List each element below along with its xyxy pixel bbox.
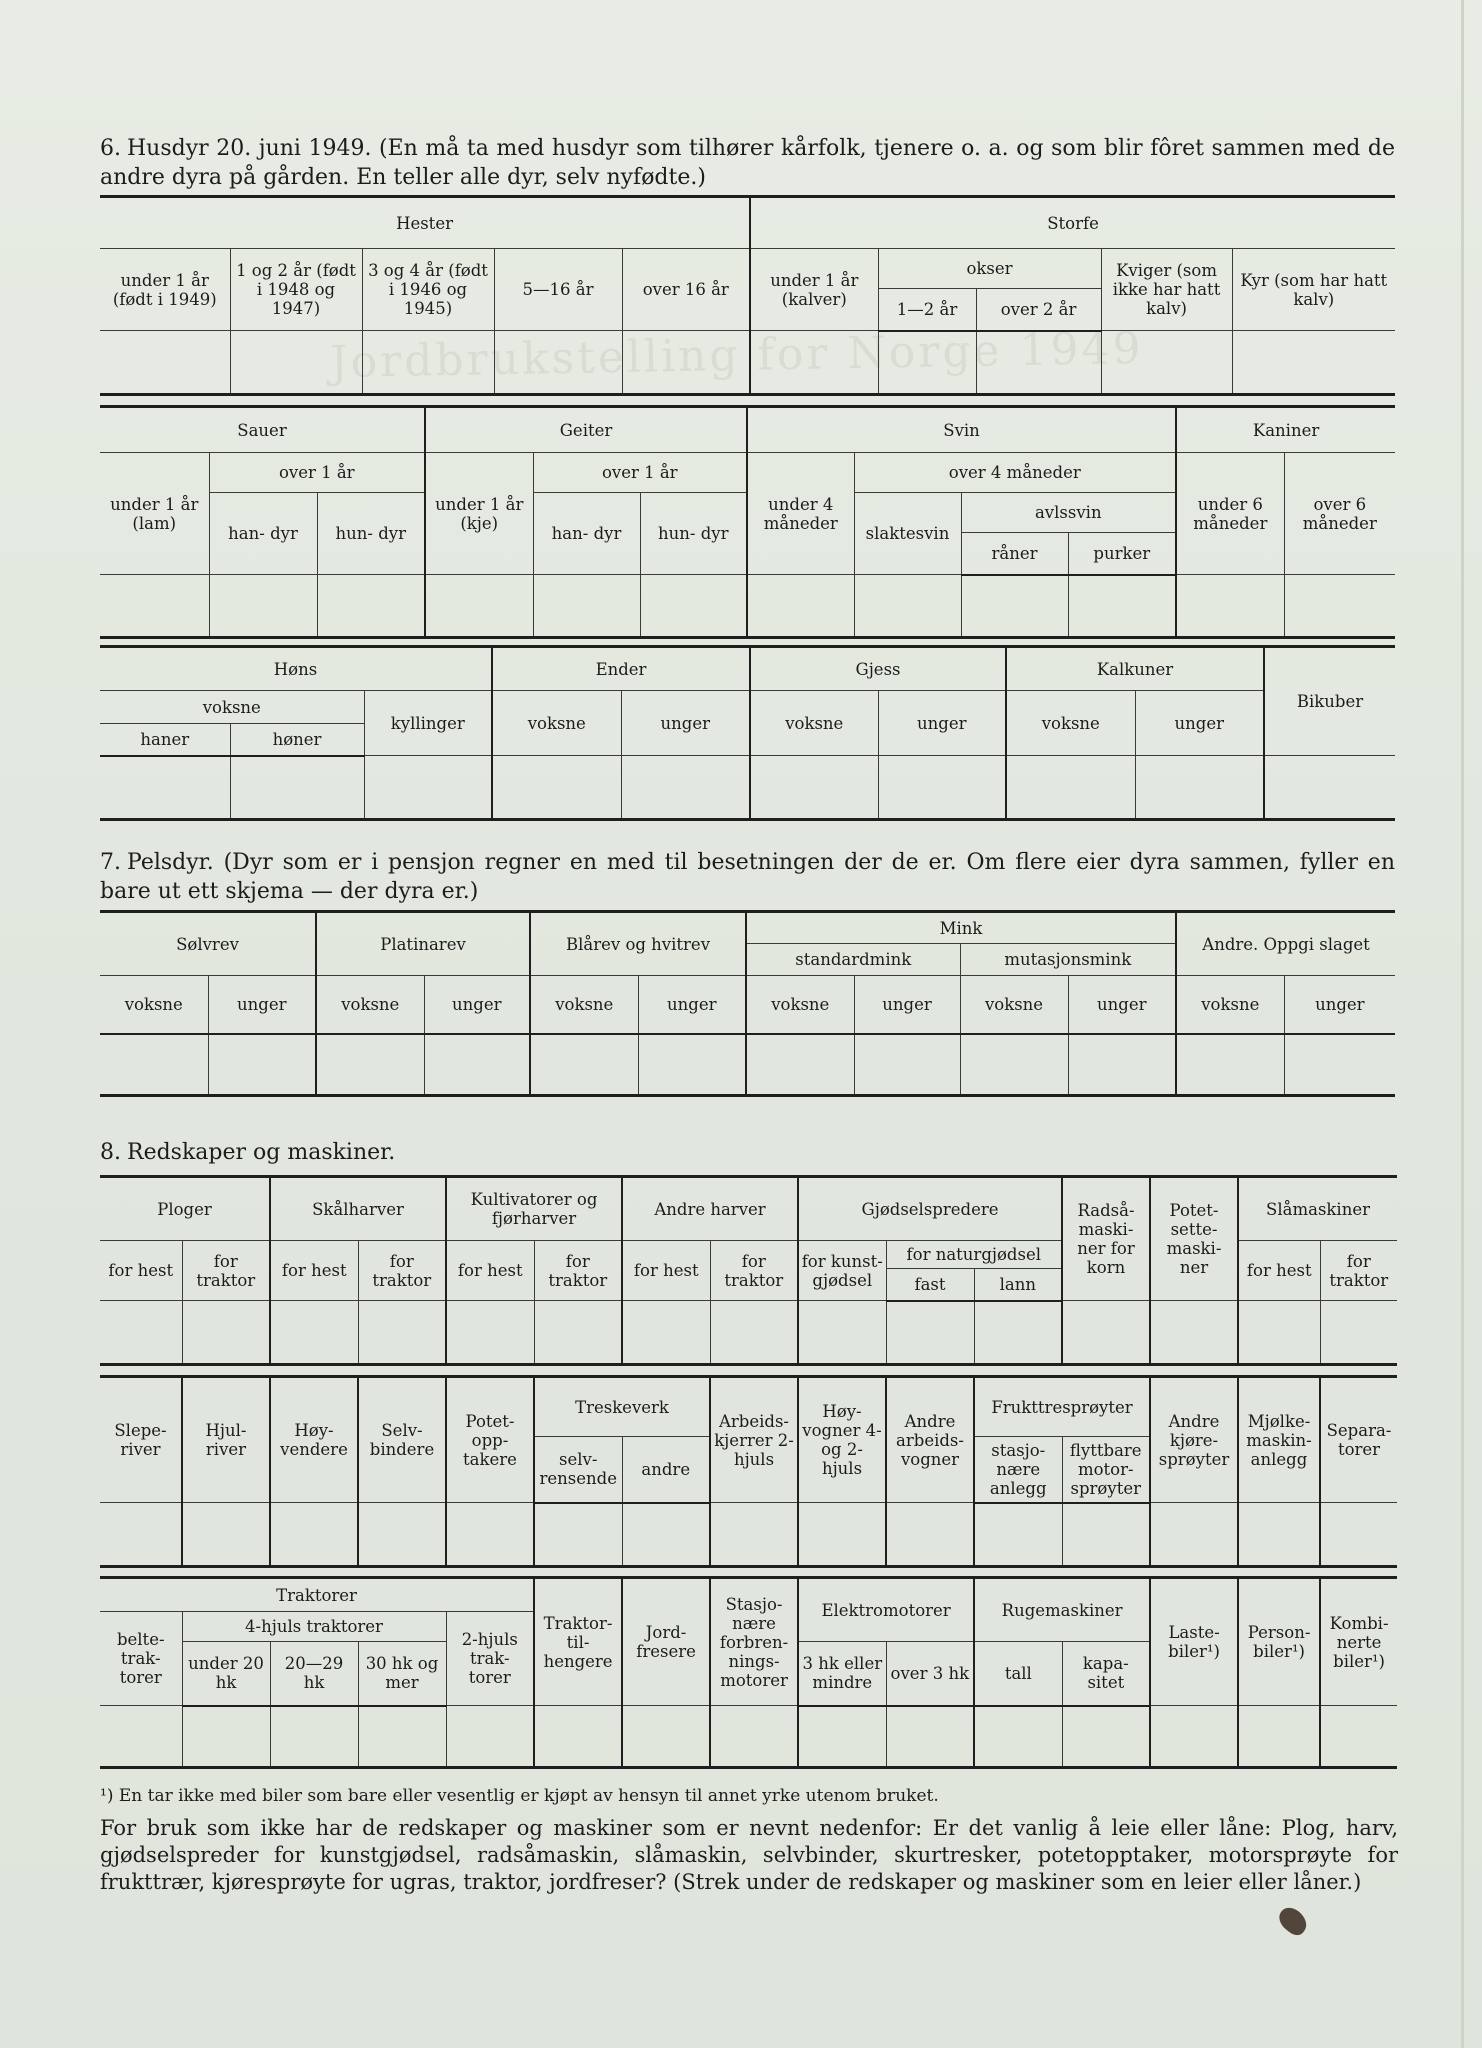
entry-cell[interactable] xyxy=(878,331,976,395)
solvrev-unger: unger xyxy=(208,976,316,1034)
gjodsel-lann: lann xyxy=(974,1269,1062,1301)
traktorer-header: Traktorer xyxy=(100,1578,534,1612)
entry-cell[interactable] xyxy=(1284,575,1395,638)
entry-cell[interactable] xyxy=(621,756,750,820)
entry-cell[interactable] xyxy=(100,575,209,638)
kaniner-under6: under 6 måneder xyxy=(1176,453,1284,575)
entry-cell[interactable] xyxy=(1284,1034,1395,1096)
entry-cell[interactable] xyxy=(316,1034,424,1096)
entry-cell[interactable] xyxy=(230,331,362,395)
entry-cell[interactable] xyxy=(974,1301,1062,1365)
lastebiler-header: Laste- biler¹) xyxy=(1150,1578,1238,1706)
entry-cell[interactable] xyxy=(886,1503,974,1567)
entry-cell[interactable] xyxy=(446,1503,534,1567)
entry-cell[interactable] xyxy=(1238,1706,1320,1768)
entry-cell[interactable] xyxy=(1150,1503,1238,1567)
andre-pelsdyr-header: Andre. Oppgi slaget xyxy=(1176,912,1395,976)
stasjonaere-motorer-header: Stasjo- nære forbren- nings- motorer xyxy=(710,1578,798,1706)
entry-cell[interactable] xyxy=(100,1034,208,1096)
section-7-heading xyxy=(100,848,1395,906)
page-edge xyxy=(1461,0,1464,2048)
geiter-header: Geiter xyxy=(425,407,747,453)
frukttre-flyttbare: flyttbare motor- sprøyter xyxy=(1062,1437,1150,1503)
ender-unger: unger xyxy=(621,691,750,756)
hester-5-16: 5—16 år xyxy=(494,249,622,331)
rental-question-paragraph: For bruk som ikke har de redskaper og maskiner som er nevnt nedenfor: Er det vanlig å leie eller låne: Plog, harv, gjødselspreder for kunstgjødsel, radsåmaskin, slåmaskin, selvbinder, skurtresker, potetopptaker, motorsprøyte for frukttrær, kjøresprøyte for ugras, traktor, jordfreser? (Strek under de redskaper og maskiner som en leier eller låner.) xyxy=(100,1816,1398,1894)
entry-cell[interactable] xyxy=(710,1503,798,1567)
entry-cell[interactable] xyxy=(425,575,533,638)
entry-cell[interactable] xyxy=(1238,1301,1320,1365)
personbiler-header: Person- biler¹) xyxy=(1238,1578,1320,1706)
entry-cell[interactable] xyxy=(362,331,494,395)
kultivatorer-hest: for hest xyxy=(446,1241,534,1301)
table-hester-storfe xyxy=(100,195,1395,396)
hons-voksne: voksne xyxy=(100,691,364,724)
section-6-heading xyxy=(100,134,1395,192)
hester-over16: over 16 år xyxy=(622,249,750,331)
entry-cell[interactable] xyxy=(530,1034,638,1096)
entry-cell[interactable] xyxy=(364,756,492,820)
kultivatorer-header: Kultivatorer og fjørharver xyxy=(446,1177,622,1241)
sauer-under1: under 1 år (lam) xyxy=(100,453,209,575)
hoyvendere-header: Høy- vendere xyxy=(270,1377,358,1503)
faint-watermark-text: Jordbrukstelling for Norge 1949 xyxy=(329,322,1144,389)
kalkuner-voksne: voksne xyxy=(1006,691,1135,756)
entry-cell[interactable] xyxy=(100,1503,182,1567)
gjess-voksne: voksne xyxy=(750,691,878,756)
section-8-text: Redskaper og maskiner. xyxy=(127,1140,396,1165)
entry-cell[interactable] xyxy=(446,1706,534,1768)
hester-header: Hester xyxy=(100,197,750,249)
andre-arbeidsvogner-header: Andre arbeids- vogner xyxy=(886,1377,974,1503)
storfe-kyr: Kyr (som har hatt kalv) xyxy=(1232,249,1395,331)
standardmink-unger: unger xyxy=(854,976,960,1034)
entry-cell[interactable] xyxy=(746,1034,854,1096)
geiter-under1: under 1 år (kje) xyxy=(425,453,533,575)
entry-cell[interactable] xyxy=(1135,756,1264,820)
entry-cell[interactable] xyxy=(960,1034,1068,1096)
tohjuls-traktorer: 2-hjuls trak- torer xyxy=(446,1612,534,1706)
andre-unger: unger xyxy=(1284,976,1395,1034)
storfe-header: Storfe xyxy=(750,197,1395,249)
hoyvogner-header: Høy- vogner 4- og 2- hjuls xyxy=(798,1377,886,1503)
hester-1-2: 1 og 2 år (født i 1948 og 1947) xyxy=(230,249,362,331)
andre-harver-header: Andre harver xyxy=(622,1177,798,1241)
skalharver-header: Skålharver xyxy=(270,1177,446,1241)
entry-cell[interactable] xyxy=(710,1706,798,1768)
entry-cell[interactable] xyxy=(1264,756,1395,820)
sauer-header: Sauer xyxy=(100,407,425,453)
entry-cell[interactable] xyxy=(622,331,750,395)
entry-cell[interactable] xyxy=(974,1706,1062,1768)
arbeidskjerrer-header: Arbeids- kjerrer 2-hjuls xyxy=(710,1377,798,1503)
entry-cell[interactable] xyxy=(270,1706,358,1768)
entry-cell[interactable] xyxy=(424,1034,530,1096)
svin-raner: råner xyxy=(961,533,1068,575)
kalkuner-unger: unger xyxy=(1135,691,1264,756)
ink-blot xyxy=(1274,1903,1311,1939)
entry-cell[interactable] xyxy=(1238,1503,1320,1567)
ploger-hest: for hest xyxy=(100,1241,182,1301)
mutasjonsmink-unger: unger xyxy=(1068,976,1176,1034)
footnote: ¹) En tar ikke med biler som bare eller vesentlig er kjøpt av hensyn til annet yrke utenom bruket. xyxy=(100,1786,939,1806)
geiter-over1: over 1 år xyxy=(533,453,747,493)
entry-cell[interactable] xyxy=(798,1301,886,1365)
entry-cell[interactable] xyxy=(798,1706,886,1768)
section-8-heading xyxy=(100,1138,1395,1167)
entry-cell[interactable] xyxy=(358,1706,446,1768)
entry-cell[interactable] xyxy=(182,1301,270,1365)
entry-cell[interactable] xyxy=(854,1034,960,1096)
entry-cell[interactable] xyxy=(961,575,1068,638)
solvrev-voksne: voksne xyxy=(100,976,208,1034)
entry-cell[interactable] xyxy=(1176,575,1284,638)
entry-cell[interactable] xyxy=(1101,331,1232,395)
hester-3-4: 3 og 4 år (født i 1946 og 1945) xyxy=(362,249,494,331)
entry-cell[interactable] xyxy=(886,1706,974,1768)
entry-cell[interactable] xyxy=(534,1503,622,1567)
separatorer-header: Separa- torer xyxy=(1320,1377,1397,1503)
entry-cell[interactable] xyxy=(317,575,425,638)
treskeverk-selvrensende: selv- rensende xyxy=(534,1437,622,1503)
slamaskiner-traktor: for traktor xyxy=(1320,1241,1397,1301)
gjodselspredere-header: Gjødselspredere xyxy=(798,1177,1062,1241)
gjodsel-fast: fast xyxy=(886,1269,974,1301)
slamaskiner-header: Slåmaskiner xyxy=(1238,1177,1397,1241)
entry-cell[interactable] xyxy=(1062,1301,1150,1365)
table-pelsdyr xyxy=(100,910,1395,1097)
entry-cell[interactable] xyxy=(270,1503,358,1567)
standardmink-voksne: voksne xyxy=(746,976,854,1034)
ender-voksne: voksne xyxy=(492,691,621,756)
rugemaskiner-header: Rugemaskiner xyxy=(974,1578,1150,1642)
svin-purker: purker xyxy=(1068,533,1176,575)
storfe-okser: okser xyxy=(878,249,1101,289)
platinarev-header: Platinarev xyxy=(316,912,530,976)
table-fjorfe-bikuber xyxy=(100,645,1395,821)
mutasjonsmink-voksne: voksne xyxy=(960,976,1068,1034)
rugemaskiner-kapasitet: kapa- sitet xyxy=(1062,1642,1150,1706)
hjulriver-header: Hjul- river xyxy=(182,1377,270,1503)
sauer-handyr: han- dyr xyxy=(209,493,317,575)
kombinerte-biler-header: Kombi- nerte biler¹) xyxy=(1320,1578,1397,1706)
potetsettemaskiner-header: Potet- sette- maski- ner xyxy=(1150,1177,1238,1301)
gjodsel-kunstgjodsel: for kunst- gjødsel xyxy=(798,1241,886,1301)
entry-cell[interactable] xyxy=(798,1503,886,1567)
entry-cell[interactable] xyxy=(1176,1034,1284,1096)
svin-header: Svin xyxy=(747,407,1176,453)
entry-cell[interactable] xyxy=(976,331,1101,395)
firehjuls-traktorer: 4-hjuls traktorer xyxy=(182,1612,446,1642)
entry-cell[interactable] xyxy=(209,575,317,638)
section-6-text: Husdyr 20. juni 1949. (En må ta med husdyr som tilhører kårfolk, tjenere o. a. og som blir fôret sammen med de andre dyra på gården. En teller alle dyr, selv nyfødte.) xyxy=(100,136,1395,190)
ploger-header: Ploger xyxy=(100,1177,270,1241)
blarev-unger: unger xyxy=(638,976,746,1034)
kalkuner-header: Kalkuner xyxy=(1006,647,1264,691)
ploger-traktor: for traktor xyxy=(182,1241,270,1301)
ender-header: Ender xyxy=(492,647,750,691)
section-7-number: 7. xyxy=(100,850,121,875)
table-redskaper-1 xyxy=(100,1175,1397,1366)
entry-cell[interactable] xyxy=(446,1301,534,1365)
jordfresere-header: Jord- fresere xyxy=(622,1578,710,1706)
entry-cell[interactable] xyxy=(878,756,1006,820)
hester-under1: under 1 år (født i 1949) xyxy=(100,249,230,331)
beltetraktorer: belte- trak- torer xyxy=(100,1612,182,1706)
okser-1-2: 1—2 år xyxy=(878,289,976,331)
entry-cell[interactable] xyxy=(100,1301,182,1365)
potetopptakere-header: Potet- opp- takere xyxy=(446,1377,534,1503)
entry-cell[interactable] xyxy=(358,1301,446,1365)
andre-kjoresproyter-header: Andre kjøre- sprøyter xyxy=(1150,1377,1238,1503)
kaniner-header: Kaniner xyxy=(1176,407,1395,453)
frukttre-stasjonaere: stasjo- nære anlegg xyxy=(974,1437,1062,1503)
entry-cell[interactable] xyxy=(622,1301,710,1365)
hons-header: Høns xyxy=(100,647,492,691)
section-6-number: 6. xyxy=(100,136,121,161)
traktor-30-mer: 30 hk og mer xyxy=(358,1642,446,1706)
entry-cell[interactable] xyxy=(974,1503,1062,1567)
blarev-header: Blårev og hvitrev xyxy=(530,912,746,976)
sauer-over1: over 1 år xyxy=(209,453,425,493)
mink-header: Mink xyxy=(746,912,1176,944)
bikuber-header: Bikuber xyxy=(1264,647,1395,756)
andre-harver-traktor: for traktor xyxy=(710,1241,798,1301)
mutasjonsmink-header: mutasjonsmink xyxy=(960,944,1176,976)
svin-under4: under 4 måneder xyxy=(747,453,854,575)
standardmink-header: standardmink xyxy=(746,944,960,976)
entry-cell[interactable] xyxy=(710,1301,798,1365)
entry-cell[interactable] xyxy=(100,331,230,395)
entry-cell[interactable] xyxy=(747,575,854,638)
entry-cell[interactable] xyxy=(1068,1034,1176,1096)
gjess-unger: unger xyxy=(878,691,1006,756)
entry-cell[interactable] xyxy=(750,331,878,395)
hons-honer: høner xyxy=(230,724,364,756)
kaniner-over6: over 6 måneder xyxy=(1284,453,1395,575)
slamaskiner-hest: for hest xyxy=(1238,1241,1320,1301)
entry-cell[interactable] xyxy=(208,1034,316,1096)
hons-kyllinger: kyllinger xyxy=(364,691,492,756)
svin-over4: over 4 måneder xyxy=(854,453,1176,493)
entry-cell[interactable] xyxy=(1232,331,1395,395)
geiter-handyr: han- dyr xyxy=(533,493,640,575)
entry-cell[interactable] xyxy=(1068,575,1176,638)
kultivatorer-traktor: for traktor xyxy=(534,1241,622,1301)
table-redskaper-2 xyxy=(100,1375,1397,1568)
traktortilhengere-header: Traktor- til- hengere xyxy=(534,1578,622,1706)
rugemaskiner-tall: tall xyxy=(974,1642,1062,1706)
entry-cell[interactable] xyxy=(494,331,622,395)
table-redskaper-3 xyxy=(100,1576,1397,1769)
selvbindere-header: Selv- bindere xyxy=(358,1377,446,1503)
elektromotor-over3: over 3 hk xyxy=(886,1642,974,1706)
skalharver-traktor: for traktor xyxy=(358,1241,446,1301)
mjolkemaskinanlegg-header: Mjølke- maskin- anlegg xyxy=(1238,1377,1320,1503)
treskeverk-andre: andre xyxy=(622,1437,710,1503)
entry-cell[interactable] xyxy=(182,1503,270,1567)
gjess-header: Gjess xyxy=(750,647,1006,691)
entry-cell[interactable] xyxy=(100,756,230,820)
radsamaskiner-header: Radså- maski- ner for korn xyxy=(1062,1177,1150,1301)
entry-cell[interactable] xyxy=(1150,1706,1238,1768)
entry-cell[interactable] xyxy=(533,575,640,638)
elektromotor-3hk: 3 hk eller mindre xyxy=(798,1642,886,1706)
entry-cell[interactable] xyxy=(1150,1301,1238,1365)
gjodsel-naturgjodsel: for naturgjødsel xyxy=(886,1241,1062,1269)
entry-cell[interactable] xyxy=(1062,1706,1150,1768)
elektromotorer-header: Elektromotorer xyxy=(798,1578,974,1642)
entry-cell[interactable] xyxy=(1006,756,1135,820)
entry-cell[interactable] xyxy=(358,1503,446,1567)
storfe-kviger: Kviger (som ikke har hatt kalv) xyxy=(1101,249,1232,331)
entry-cell[interactable] xyxy=(270,1301,358,1365)
skalharver-hest: for hest xyxy=(270,1241,358,1301)
entry-cell[interactable] xyxy=(886,1301,974,1365)
entry-cell[interactable] xyxy=(1320,1706,1397,1768)
storfe-under1: under 1 år (kalver) xyxy=(750,249,878,331)
platinarev-voksne: voksne xyxy=(316,976,424,1034)
treskeverk-header: Treskeverk xyxy=(534,1377,710,1437)
section-8-number: 8. xyxy=(100,1140,121,1165)
entry-cell[interactable] xyxy=(182,1706,270,1768)
entry-cell[interactable] xyxy=(534,1301,622,1365)
sauer-hundyr: hun- dyr xyxy=(317,493,425,575)
entry-cell[interactable] xyxy=(230,756,364,820)
svin-avlssvin: avlssvin xyxy=(961,493,1176,533)
okser-over2: over 2 år xyxy=(976,289,1101,331)
section-7-text: Pelsdyr. (Dyr som er i pensjon regner en med til besetningen der de er. Om flere eier dyra sammen, fyller en bare ut ett skjema — der dyra er.) xyxy=(100,850,1395,904)
entry-cell[interactable] xyxy=(1062,1503,1150,1567)
entry-cell[interactable] xyxy=(492,756,621,820)
hons-haner: haner xyxy=(100,724,230,756)
solvrev-header: Sølvrev xyxy=(100,912,316,976)
entry-cell[interactable] xyxy=(750,756,878,820)
frukttresproyter-header: Frukttresprøyter xyxy=(974,1377,1150,1437)
entry-cell[interactable] xyxy=(640,575,747,638)
entry-cell[interactable] xyxy=(622,1503,710,1567)
entry-cell[interactable] xyxy=(1320,1301,1397,1365)
traktor-20-29: 20—29 hk xyxy=(270,1642,358,1706)
platinarev-unger: unger xyxy=(424,976,530,1034)
traktor-under20: under 20 hk xyxy=(182,1642,270,1706)
entry-cell[interactable] xyxy=(1320,1503,1397,1567)
entry-cell[interactable] xyxy=(534,1706,622,1768)
entry-cell[interactable] xyxy=(638,1034,746,1096)
geiter-hundyr: hun- dyr xyxy=(640,493,747,575)
entry-cell[interactable] xyxy=(100,1706,182,1768)
blarev-voksne: voksne xyxy=(530,976,638,1034)
andre-voksne: voksne xyxy=(1176,976,1284,1034)
sleperiver-header: Slepe- river xyxy=(100,1377,182,1503)
entry-cell[interactable] xyxy=(622,1706,710,1768)
entry-cell[interactable] xyxy=(854,575,961,638)
table-sauer-geiter-svin-kaniner xyxy=(100,405,1395,639)
andre-harver-hest: for hest xyxy=(622,1241,710,1301)
svin-slaktesvin: slaktesvin xyxy=(854,493,961,575)
